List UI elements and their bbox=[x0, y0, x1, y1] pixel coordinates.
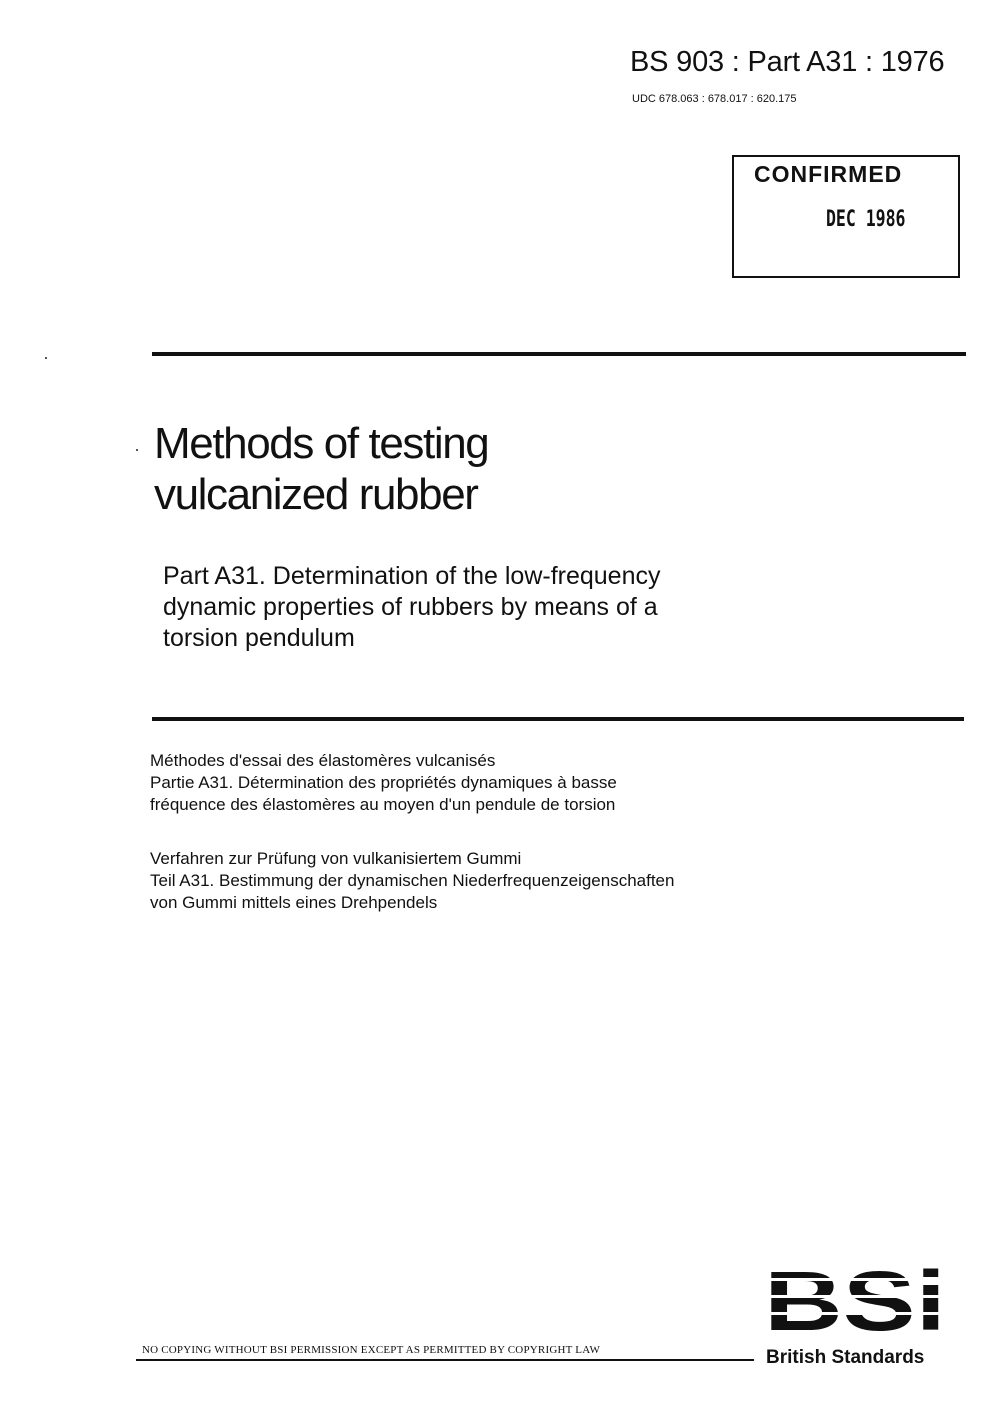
french-title: Méthodes d'essai des élastomères vulcanisés Partie A31. Détermination des propriétés dynamiques à basse fréquence des élastomères au moyen d'un pendule de torsion bbox=[150, 751, 617, 814]
publisher-name: British Standards bbox=[766, 1347, 925, 1368]
stamp-date: DEC 1986 bbox=[826, 207, 906, 232]
bsi-logo bbox=[766, 1264, 946, 1332]
top-divider bbox=[152, 352, 966, 356]
scan-speck bbox=[45, 357, 47, 359]
middle-divider bbox=[152, 717, 964, 721]
german-title: Verfahren zur Prüfung von vulkanisiertem Gummi Teil A31. Bestimmung der dynamischen Niederfrequenzeigenschaften von Gummi mittels eines Drehpendels bbox=[150, 849, 675, 912]
copyright-notice: NO COPYING WITHOUT BSI PERMISSION EXCEPT AS PERMITTED BY COPYRIGHT LAW bbox=[142, 1344, 601, 1356]
confirmed-stamp bbox=[732, 155, 960, 278]
document-title: Methods of testing vulcanized rubber bbox=[154, 419, 489, 519]
copyright-underline bbox=[136, 1359, 754, 1361]
udc-classification: UDC 678.063 : 678.017 : 620.175 bbox=[632, 93, 797, 105]
standard-number: BS 903 : Part A31 : 1976 bbox=[630, 46, 945, 78]
scan-speck bbox=[136, 449, 138, 451]
part-title: Part A31. Determination of the low-frequency dynamic properties of rubbers by means of a torsion pendulum bbox=[163, 562, 661, 652]
stamp-title: CONFIRMED bbox=[754, 161, 903, 187]
